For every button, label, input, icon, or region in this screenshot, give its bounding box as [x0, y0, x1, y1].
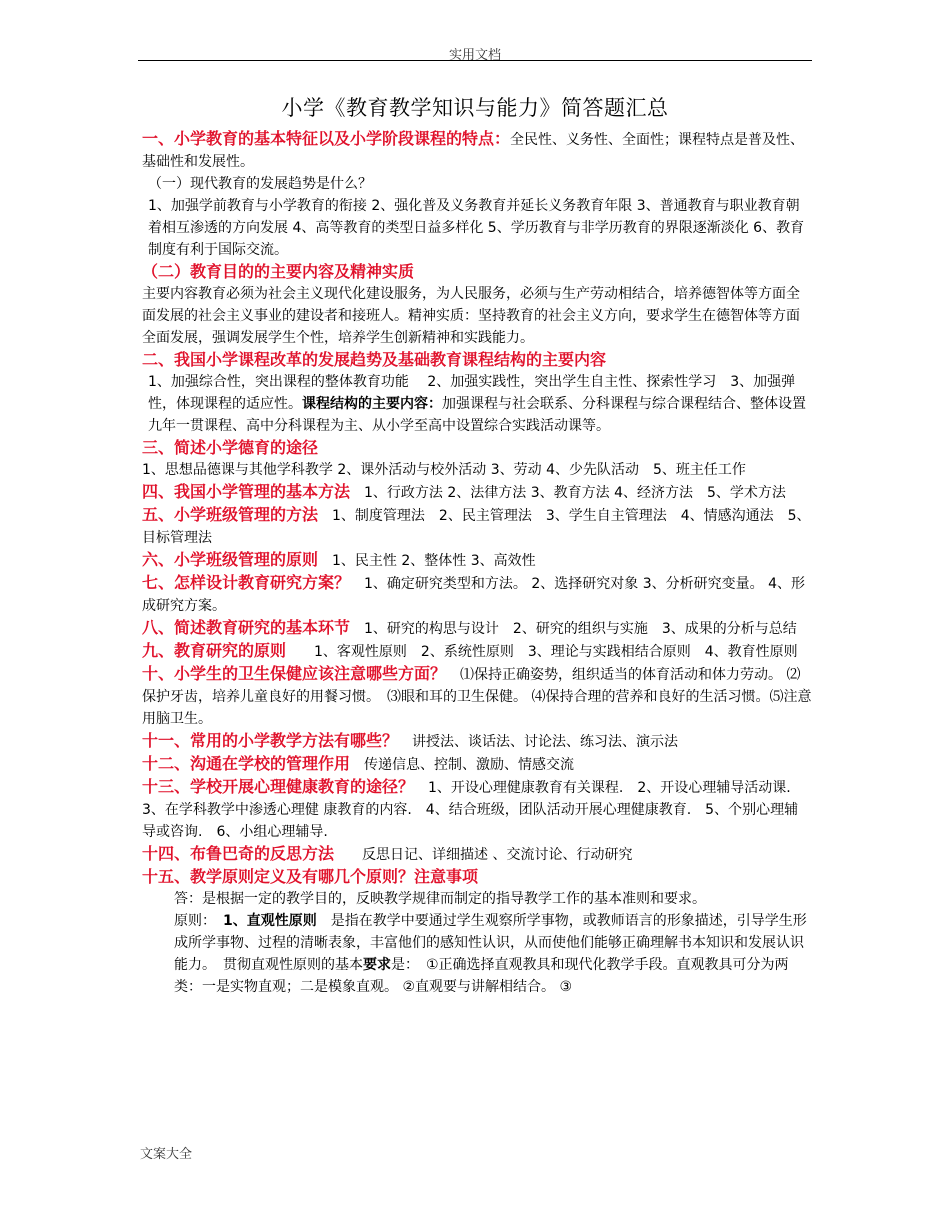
document-title: 小学《教育教学知识与能力》简答题汇总: [281, 96, 669, 120]
section-2-heading: 二、我国小学课程改革的发展趋势及基础教育课程结构的主要内容: [142, 350, 607, 369]
section-10: [142, 663, 812, 730]
principle-body-part2: 是： ①正确选择直观教具和现代化教学手段。直观教具可分为两类：一是实物直观；二是模象直观。 ②直观要与讲解相结合。 ③: [174, 957, 789, 995]
section-4-heading: 四、我国小学管理的基本方法: [142, 482, 351, 501]
section-5-body: 1、制度管理法 2、民主管理法 3、学生自主管理法 4、情感沟通法 5、目标管理法: [142, 508, 811, 546]
section-9-body: 1、客观性原则 2、系统性原则 3、理论与实践相结合原则 4、教育性原则: [314, 644, 798, 660]
section-6: [142, 549, 812, 572]
section-2-body: [142, 371, 812, 437]
section-7-body: 1、确定研究类型和方法。 2、选择研究对象 3、分析研究变量。 4、形成研究方案。: [142, 576, 805, 614]
section-13: [142, 776, 812, 843]
section-2-bold-label: 课程结构的主要内容：: [302, 396, 442, 412]
section-11: [142, 730, 812, 753]
section-15-answer: 答：是根据一定的教学目的，反映教学规律而制定的指导教学工作的基本准则和要求。: [174, 891, 706, 907]
section-6-heading: 六、小学班级管理的原则: [142, 550, 319, 569]
section-8-body: 1、研究的构思与设计 2、研究的组织与实施 3、成果的分析与总结: [364, 621, 797, 637]
section-1: [142, 128, 812, 173]
principle-name: 1、直观性原则: [223, 913, 317, 929]
section-10-heading: 十、小学生的卫生保健应该注意哪些方面？: [142, 664, 447, 683]
page-header: 实用文档: [448, 48, 501, 63]
section-7-heading: 七、怎样设计教育研究方案？: [142, 573, 351, 592]
section-1a-body: 1、加强学前教育与小学教育的衔接 2、强化普及义务教育并延长义务教育年限 3、普通教育与职业教育朝着相互渗透的方向发展 4、高等教育的类型日益多样化 5、学历教育与非学历教育的界限逐渐淡化 6、教育制度有利于国际交流。: [148, 198, 805, 258]
section-12-heading: 十二、沟通在学校的管理作用: [142, 754, 351, 773]
section-6-body: 1、民主性 2、整体性 3、高效性: [332, 553, 536, 569]
section-4: [142, 481, 812, 504]
section-12-body: 传递信息、控制、激励、情感交流: [364, 757, 575, 773]
section-13-heading: 十三、学校开展心理健康教育的途径？: [142, 777, 415, 796]
section-9: [142, 640, 812, 663]
section-2-body-part1: 1、加强综合性，突出课程的整体教育功能 2、加强实践性，突出学生自主性、探索性学习 3、加强弹性，体现课程的适应性。: [148, 374, 796, 412]
section-1-heading: 一、小学教育的基本特征以及小学阶段课程的特点：: [142, 129, 511, 148]
section-14: [142, 843, 812, 866]
section-14-heading: 十四、布鲁巴奇的反思方法: [142, 844, 335, 863]
section-15-principle: [142, 910, 812, 998]
principle-body-part1: 是指在教学中要通过学生观察所学事物，或教师语言的形象描述，引导学生形成所学事物、过程的清晰表象，丰富他们的感知性认识，从而使他们能够正确理解书本知识和发展认识能力。 贯彻直观性原则的基本: [174, 913, 807, 973]
principle-prefix: 原则：: [174, 913, 209, 929]
section-1b-body: 主要内容教育必须为社会主义现代化建设服务，为人民服务，必须与生产劳动相结合，培养德智体等方面全面发展的社会主义事业的建设者和接班人。精神实质：坚持教育的社会主义方向，要求学生在德智体等方面全面发展，强调发展学生个性，培养学生创新精神和实践能力。: [142, 286, 800, 346]
section-7: [142, 572, 812, 617]
section-12: [142, 753, 812, 776]
section-1a-heading: （一）现代教育的发展趋势是什么？: [148, 176, 372, 192]
section-13-body: 1、开设心理健康教育有关课程. 2、开设心理辅导活动课. 3、在学科教学中渗透心理健 康教育的内容. 4、结合班级，团队活动开展心理健康教育. 5、个别心理辅导或咨询. 6、小组心理辅导.: [142, 780, 805, 840]
section-1b-heading: （二）教育目的的主要内容及精神实质: [142, 262, 415, 281]
section-8-heading: 八、简述教育研究的基本环节: [142, 618, 351, 637]
header-divider: [138, 60, 812, 61]
section-10-body: ⑴保持正确姿势，组织适当的体育活动和体力劳动。 ⑵保护牙齿，培养儿童良好的用餐习惯。 ⑶眼和耳的卫生保健。 ⑷保持合理的营养和良好的生活习惯。⑸注意用脑卫生。: [142, 667, 812, 727]
section-11-heading: 十一、常用的小学教学方法有哪些？: [142, 731, 399, 750]
section-14-body: 反思日记、详细描述 、交流讨论、行动研究: [362, 847, 633, 863]
document-body: [142, 128, 812, 998]
section-9-heading: 九、教育研究的原则: [142, 641, 287, 660]
section-3-heading: 三、简述小学德育的途径: [142, 438, 319, 457]
section-8: [142, 617, 812, 640]
section-5: [142, 504, 812, 549]
section-4-body: 1、行政方法 2、法律方法 3、教育方法 4、经济方法 5、学术方法: [364, 485, 786, 501]
section-11-body: 讲授法、谈话法、讨论法、练习法、演示法: [412, 734, 679, 750]
section-1-body: 全民性、义务性、全面性；课程特点是普及性、基础性和发展性。: [142, 132, 805, 170]
page-footer: 文案大全: [140, 1147, 193, 1162]
section-2-body-part2: 加强课程与社会联系、分科课程与综合课程结合、整体设置九年一贯课程、高中分科课程为主、从小学至高中设置综合实践活动课等。: [148, 396, 806, 434]
section-15-heading: 十五、教学原则定义及有哪几个原则？注意事项: [142, 867, 479, 886]
section-3-body: 1、思想品德课与其他学科教学 2、课外活动与校外活动 3、劳动 4、少先队活动 5、班主任工作: [142, 462, 746, 478]
principle-requirement-label: 要求: [363, 957, 391, 973]
section-5-heading: 五、小学班级管理的方法: [142, 505, 319, 524]
